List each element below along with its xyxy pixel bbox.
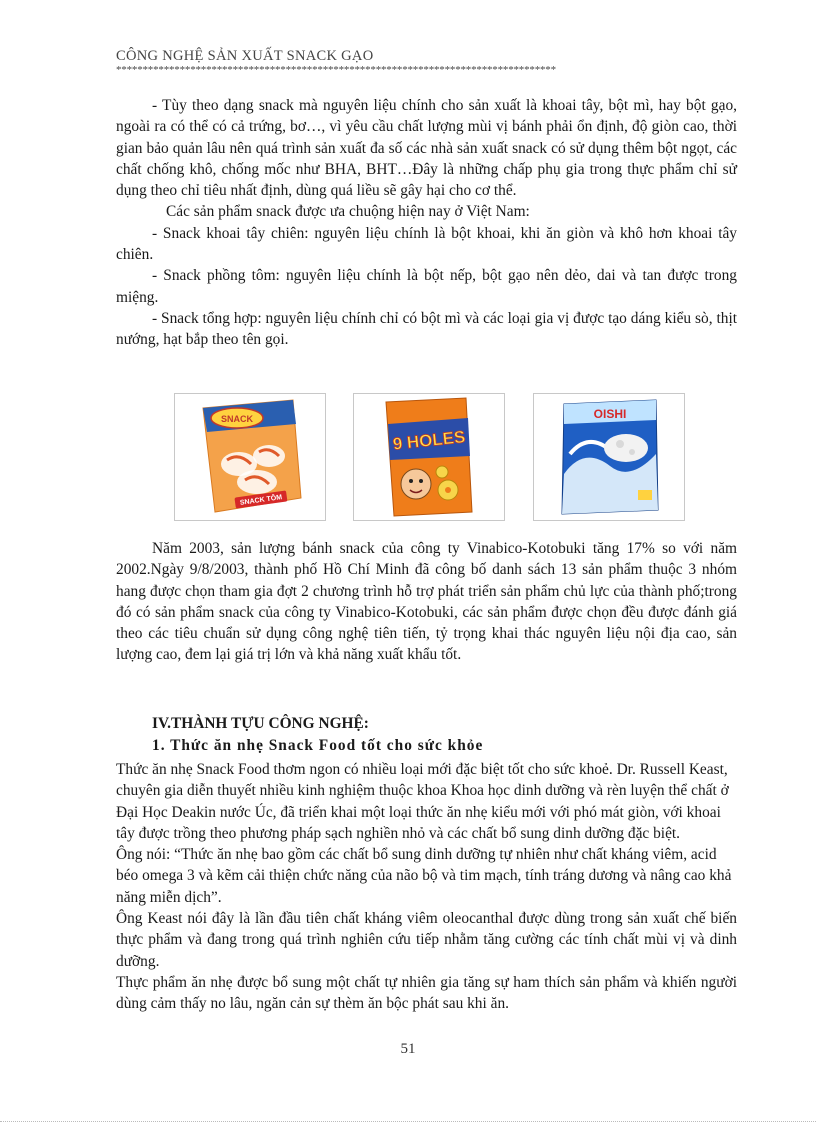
photo-oishi-text: OISHI [593,407,627,421]
photo-9holes-text: 9 HOLES [391,427,467,454]
photo-label-text: SNACK TÔM [239,494,283,507]
intro-paragraph-ingredients: - Tùy theo dạng snack mà nguyên liệu chính cho sản xuất là khoai tây, bột mì, hay bột gạo, ngoài ra có thể có cả trứng, bơ…, vì yêu cầu chất lượng mùi vị bánh phải ổn định, độ giòn cao, thời gian bảo quản lâu nên quá trình sản xuất đa số các nhà sản xuất snack có sử dụng thêm bột ngọt, các chất chống khô, chống mốc như BHA, BHT…Đây là những chấp phụ gia trong thực phẩm chỉ sử dụng theo chỉ tiêu nhất định, dùng quá liều sẽ gây hại cho cơ thể. [116,97,737,200]
market-paragraph: Năm 2003, sản lượng bánh snack của công ty Vinabico-Kotobuki tăng 17% so với năm 2002.Ngày 9/8/2003, thành phố Hồ Chí Minh đã công bố danh sách 13 sản phẩm thuộc 3 nhóm hang được chọn tham gia đợt 2 chương trình hỗ trợ phát triển sản phẩm chủ lực của thành phố;trong đó có sản phẩm snack của công ty Vinabico-Kotobuki, các sản phẩm được chọn đều được đánh giá theo các tiêu chuẩn sử dụng công nghệ tiên tiến, tỷ trọng khai thác nguyên liệu nội địa cao, sản lượng cao, đem lại giá trị lớn và khả năng xuất khẩu tốt. [116,540,737,664]
page-number: 51 [400,1041,416,1057]
section-heading: IV.THÀNH TỰU CÔNG NGHỆ: [152,715,369,732]
header-asterisk-rule: *********************************************************************************** [116,64,556,76]
photo-brand-text: SNACK [220,414,254,424]
intro-section [116,95,737,351]
snack-photo-9holes [353,393,505,521]
snack-bag-oishi-icon [534,394,684,520]
intro-paragraph-popular: Các sản phẩm snack được ưa chuộng hiện nay ở Việt Nam: [166,203,530,221]
running-header-title: CÔNG NGHỆ SẢN XUẤT SNACK GẠO [116,48,374,64]
snack-photo-oishi [533,393,685,521]
page-bottom-divider [0,1121,816,1122]
market-section [116,538,737,666]
snack-photo-shrimp [174,393,326,521]
snack-bag-9holes-icon [354,394,504,520]
intro-item-potato-snack: - Snack khoai tây chiên: nguyên liệu chính là bột khoai, khi ăn giòn và khô hơn khoai tây chiên. [116,224,737,264]
snack-bag-shrimp-icon [175,394,325,520]
body-paragraph-oleocanthal: Ông Keast nói đây là lần đầu tiên chất kháng viêm oleocanthal được dùng trong sản xuất chế biến thực phẩm và đang trong quá trình nghiên cứu tiếp nhằm tăng cường các tính chất mùi vị và dinh dưỡng. [116,910,737,970]
body-paragraph-quote: Ông nói: “Thức ăn nhẹ bao gồm các chất bổ sung dinh dưỡng tự nhiên như chất kháng viêm, acid béo omega 3 và kẽm cải thiện chức năng của não bộ và tim mạch, tính tráng dương và nâng cao khả năng miễn dịch”. [116,846,732,906]
intro-item-mixed-snack: - Snack tổng hợp: nguyên liệu chính chỉ có bột mì và các loại gia vị được tạo dáng kiểu sò, thịt nướng, hạt bắp theo tên gọi. [116,309,737,349]
body-section [116,759,737,1015]
body-paragraph-intro: Thức ăn nhẹ Snack Food thơm ngon có nhiều loại mới đặc biệt tốt cho sức khoẻ. Dr. Russell Keast, chuyên gia diễn thuyết nhiều kinh nghiệm thuộc khoa Khoa học dinh dưỡng và rèn luyện thể chất ở Đại Học Deakin nước Úc, đã triển khai một loại thức ăn nhẹ kiểu mới với phó mát giòn, với khoai tây được trồng theo phương pháp sạch nghiền nhỏ và các chất bổ sung dinh dưỡng đặc biệt. [116,761,729,842]
subsection-heading: 1. Thức ăn nhẹ Snack Food tốt cho sức khỏe [152,737,484,754]
body-paragraph-satiety: Thực phẩm ăn nhẹ được bổ sung một chất tự nhiên gia tăng sự ham thích sản phẩm và khiến người dùng cảm thấy no lâu, ngăn cản sự thèm ăn bộc phát sau khi ăn. [116,973,737,1013]
intro-item-shrimp-snack: - Snack phồng tôm: nguyên liệu chính là bột nếp, bột gạo nên dẻo, dai và tan được trong miệng. [116,267,737,306]
